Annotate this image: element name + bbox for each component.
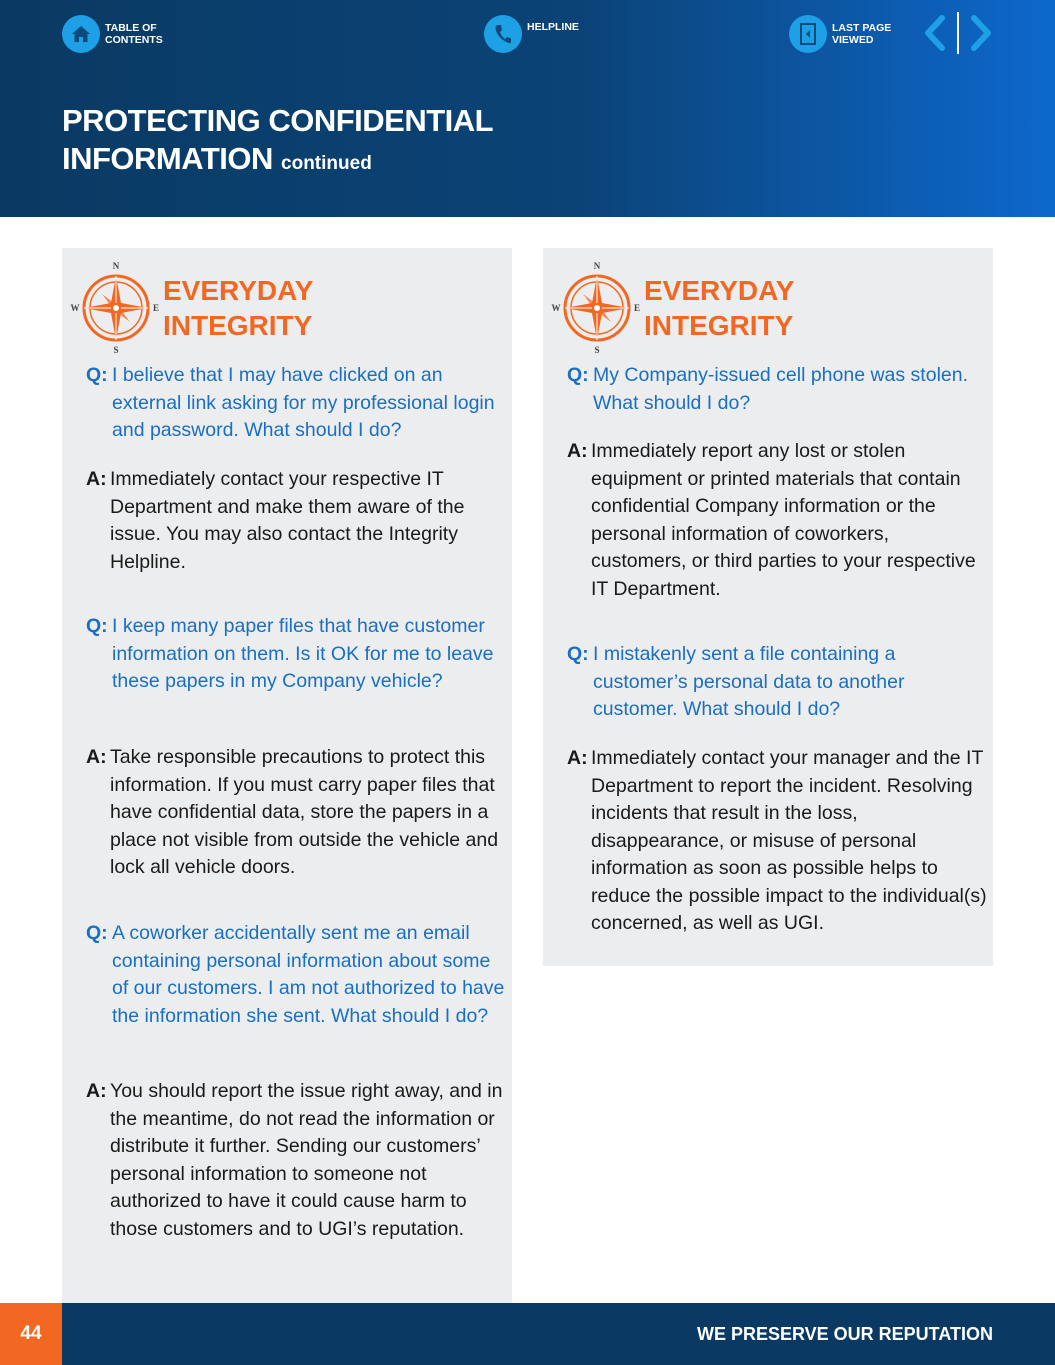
- helpline-label: HELPLINE: [527, 21, 579, 33]
- svg-text:S: S: [113, 345, 119, 355]
- everyday-integrity-heading: [553, 261, 853, 356]
- everyday-integrity-title: EVERYDAY INTEGRITY: [163, 275, 314, 341]
- answer: A: Immediately contact your respective IT Department and make them aware of the issue. You may also contact the Integrity Helpline.: [86, 468, 465, 573]
- answer: A: Immediately report any lost or stolen equipment or printed materials that contain confidential Company information or the personal information of coworkers, customers, or third parties to your respective IT Department.: [567, 440, 976, 600]
- table-of-contents-label: TABLE OF CONTENTS: [105, 22, 163, 46]
- section-title: WE PRESERVE OUR REPUTATION: [696, 1323, 993, 1344]
- question: Q: A coworker accidentally sent me an email containing personal information about some of our customers. I am not authorized to have the information she sent. What should I do?: [86, 922, 505, 1027]
- back-page-icon: [789, 15, 827, 53]
- svg-text:W: W: [551, 303, 561, 313]
- qa-item: [567, 362, 987, 417]
- page-title: PROTECTING CONFIDENTIAL INFORMATION continued: [62, 103, 494, 176]
- last-page-viewed-link[interactable]: [789, 15, 891, 53]
- qa-item: [86, 362, 506, 445]
- svg-text:W: W: [70, 303, 80, 313]
- page-footer: [0, 1303, 1055, 1365]
- qa-item: [86, 613, 506, 696]
- svg-text:E: E: [633, 303, 641, 313]
- page-number: 44: [0, 1303, 62, 1365]
- answer: A: You should report the issue right away, and in the meantime, do not read the information or distribute it further. Sending our customers’ personal information to someone not authorized to have it could cause harm to those customers and to UGI’s reputation.: [86, 1080, 503, 1240]
- page-arrows: [920, 10, 996, 56]
- everyday-integrity-heading: [72, 261, 372, 356]
- question: Q: My Company-issued cell phone was stolen. What should I do?: [567, 364, 969, 414]
- everyday-integrity-card-right: [543, 248, 993, 966]
- qa-item: [567, 438, 987, 603]
- question: Q: I believe that I may have clicked on an external link asking for my professional login and password. What should I do?: [86, 364, 495, 441]
- table-of-contents-link[interactable]: [62, 15, 163, 53]
- phone-icon: [484, 15, 522, 53]
- svg-text:E: E: [152, 303, 160, 313]
- chevron-right-icon[interactable]: [974, 18, 988, 48]
- everyday-integrity-card-left: [62, 248, 512, 1303]
- question: Q: I mistakenly sent a file containing a customer’s personal data to another customer. What should I do?: [567, 643, 905, 720]
- question: Q: I keep many paper files that have customer information on them. Is it OK for me to leave these papers in my Company vehicle?: [86, 615, 494, 692]
- home-icon: [62, 15, 100, 53]
- qa-item: [567, 641, 987, 724]
- qa-item: [86, 1078, 506, 1243]
- qa-item: [86, 744, 506, 882]
- compass-icon: [553, 261, 643, 356]
- page-header: [0, 0, 1055, 217]
- svg-text:N: N: [593, 261, 601, 271]
- chevron-left-icon[interactable]: [928, 18, 942, 48]
- answer: A: Take responsible precautions to protect this information. If you must carry paper files that have confidential data, store the papers in a place not visible from outside the vehicle and lock all vehicle doors.: [86, 746, 499, 878]
- qa-item: [86, 920, 506, 1030]
- svg-text:N: N: [112, 261, 120, 271]
- svg-text:S: S: [594, 345, 600, 355]
- title-continued: continued: [281, 153, 372, 174]
- last-page-viewed-label: LAST PAGE VIEWED: [832, 22, 892, 46]
- everyday-integrity-title: EVERYDAY INTEGRITY: [644, 275, 795, 341]
- compass-icon: [72, 261, 162, 356]
- qa-item: [86, 466, 506, 576]
- helpline-link[interactable]: [484, 15, 579, 53]
- answer: A: Immediately contact your manager and the IT Department to report the incident. Resolving incidents that result in the loss, disappearance, or misuse of personal information as soon as possible helps to reduce the possible impact to the individual(s) concerned, as well as UGI.: [567, 747, 987, 934]
- qa-item: [567, 745, 987, 938]
